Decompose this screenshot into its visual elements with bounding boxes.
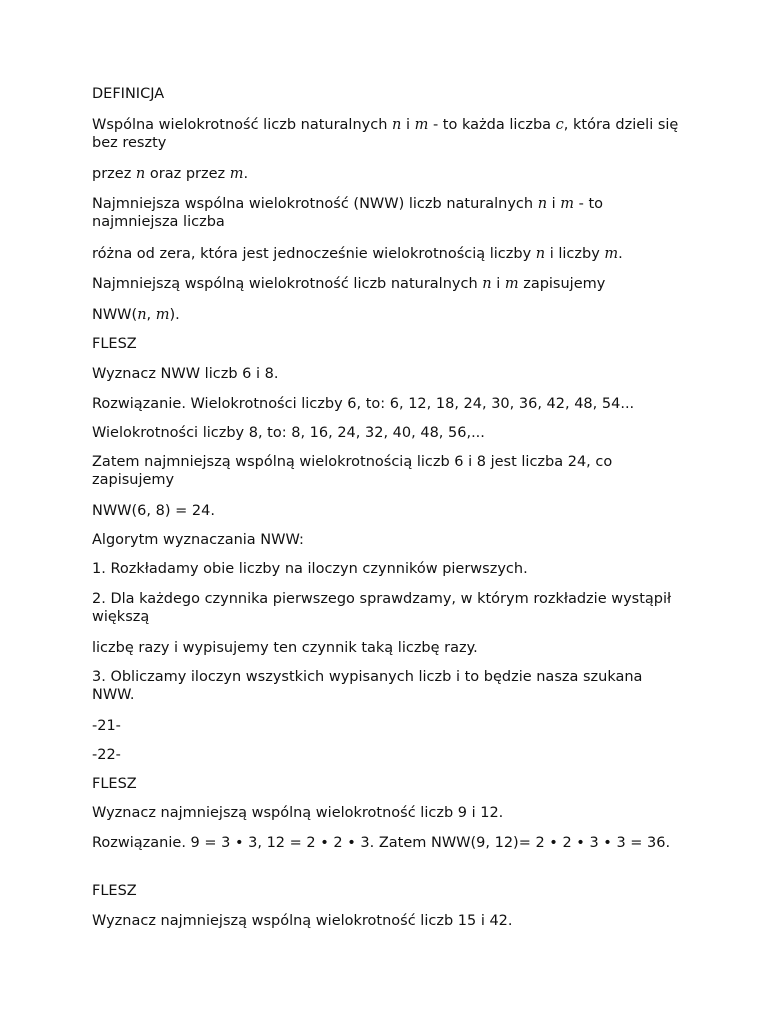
page-number-22: -22- <box>92 747 121 763</box>
exercise-1: Wyznacz NWW liczb 6 i 8. <box>92 366 279 382</box>
algorithm-step-3: 3. Obliczamy iloczyn wszystkich wypisanych liczb i to będzie nasza szukana NWW. <box>92 669 648 703</box>
exercise-3: Wyznacz najmniejszą wspólną wielokrotność liczb 15 i 42. <box>92 913 513 929</box>
solution-2: Rozwiązanie. 9 = 3 • 3, 12 = 2 • 2 • 3. Zatem NWW(9, 12)= 2 • 2 • 3 • 3 = 36. <box>92 835 671 851</box>
solution-1-line-1: Rozwiązanie. Wielokrotności liczby 6, to: 6, 12, 18, 24, 30, 36, 42, 48, 54... <box>92 396 635 412</box>
nww-definition-paragraph-1: Najmniejsza wspólna wielokrotność (NWW) liczb naturalnych n i m - to najmniejsza liczba <box>92 196 608 230</box>
algorithm-step-2-cont: liczbę razy i wypisujemy ten czynnik taką liczbę razy. <box>92 640 478 656</box>
math-var-m: m <box>155 307 170 323</box>
math-var-n: n <box>135 166 146 182</box>
solution-1-line-2: Wielokrotności liczby 8, to: 8, 16, 24, 32, 40, 48, 56,... <box>92 425 485 441</box>
algorithm-heading: Algorytm wyznaczania NWW: <box>92 532 304 548</box>
math-var-m: m <box>504 276 519 292</box>
nww-definition-paragraph-2: różna od zera, która jest jednocześnie wielokrotnością liczby n i liczby m. <box>92 246 623 262</box>
notation-formula: NWW(n, m). <box>92 307 180 323</box>
flesz-heading-1: FLESZ <box>92 336 137 352</box>
flesz-heading-3: FLESZ <box>92 883 137 899</box>
math-var-n: n <box>482 276 492 292</box>
math-var-m: m <box>560 196 575 212</box>
solution-1-result: NWW(6, 8) = 24. <box>92 503 215 519</box>
algorithm-step-2: 2. Dla każdego czynnika pierwszego sprawdzamy, w którym rozkładzie wystąpił większą <box>92 591 676 625</box>
math-var-n: n <box>137 307 147 323</box>
flesz-heading-2: FLESZ <box>92 776 137 792</box>
math-var-m: m <box>414 117 429 133</box>
page-number-21: -21- <box>92 718 121 734</box>
notation-paragraph: Najmniejszą wspólną wielokrotność liczb naturalnych n i m zapisujemy <box>92 276 606 292</box>
definition-paragraph-1: Wspólna wielokrotność liczb naturalnych n i m - to każda liczba c, która dzieli się bez reszty <box>92 117 683 151</box>
exercise-2: Wyznacz najmniejszą wspólną wielokrotność liczb 9 i 12. <box>92 805 504 821</box>
math-var-m: m <box>604 246 619 262</box>
math-var-n: n <box>535 246 546 262</box>
algorithm-step-1: 1. Rozkładamy obie liczby na iloczyn czynników pierwszych. <box>92 561 528 577</box>
definition-heading: DEFINICJA <box>92 86 165 102</box>
math-var-m: m <box>229 166 244 182</box>
definition-paragraph-2: przez n oraz przez m. <box>92 166 249 182</box>
math-var-n: n <box>392 117 402 133</box>
solution-1-conclusion: Zatem najmniejszą wspólną wielokrotnością liczb 6 i 8 jest liczba 24, co zapisujemy <box>92 454 617 488</box>
math-var-c: c <box>555 117 564 133</box>
math-var-n: n <box>537 196 548 212</box>
